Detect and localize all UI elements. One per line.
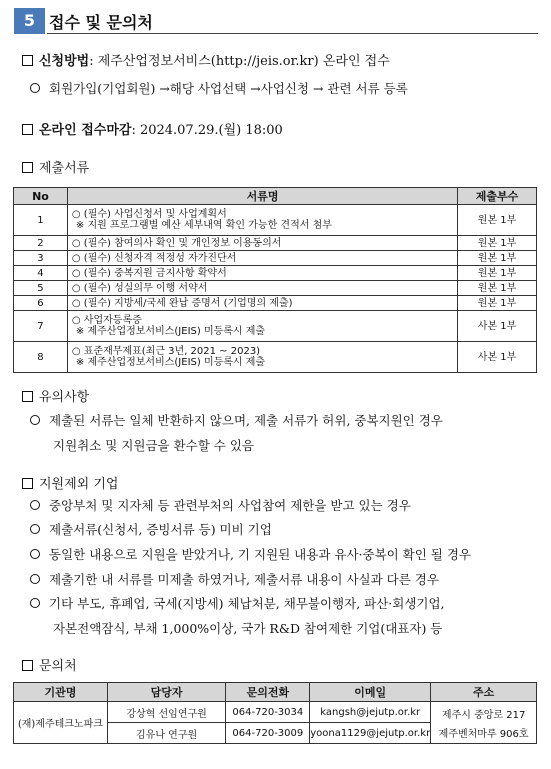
person-email[interactable]: kangsh@jejutp.or.kr [310, 702, 431, 723]
table-row [14, 702, 537, 723]
doc-copies: 사본 1부 [458, 342, 537, 373]
table-row [14, 311, 537, 342]
circle-bullet-icon [30, 549, 40, 559]
exclusion-item: 중앙부처 및 지자체 등 관련부처의 사업참여 제한을 받고 있는 경우 [30, 496, 411, 514]
section-header [14, 8, 538, 34]
doc-no: 3 [14, 251, 68, 266]
doc-no: 4 [14, 266, 68, 281]
person-name: 강상혁 선임연구원 [107, 702, 226, 723]
exclusions-heading-text: 지원제외 기업 [39, 477, 119, 492]
table-row [14, 342, 537, 373]
checkbox-square-icon [22, 660, 33, 671]
contact-heading [22, 655, 77, 674]
circle-bullet-icon [30, 574, 40, 584]
doc-copies: 원본 1부 [458, 205, 537, 236]
doc-no: 5 [14, 281, 68, 296]
person-phone: 064-720-3034 [226, 702, 310, 723]
doc-no: 1 [14, 205, 68, 236]
doc-name-line-2: ※ 제주산업정보서비스(JEIS) 미등록시 제출 [75, 357, 266, 368]
doc-name [67, 266, 457, 281]
doc-copies: 원본 1부 [458, 251, 537, 266]
col-copies: 제출부수 [458, 188, 537, 205]
doc-no: 2 [14, 236, 68, 251]
doc-name-line-1: ○ 표준재무제표(최근 3년, 2021 ~ 2023) [71, 346, 261, 357]
documents-heading-text: 제출서류 [39, 161, 90, 176]
doc-copies: 원본 1부 [458, 296, 537, 311]
circle-bullet-icon [30, 83, 40, 93]
checkbox-square-icon [22, 391, 33, 402]
section-underline [47, 33, 538, 34]
address-line-2: 제주벤처마루 906호 [438, 728, 529, 740]
exclusion-item: 제출서류(신청서, 증빙서류 등) 미비 기업 [30, 520, 272, 538]
address-line-1: 제주시 중앙로 217 [441, 709, 526, 721]
person-phone: 064-720-3009 [226, 723, 310, 744]
col-person: 담당자 [107, 683, 226, 702]
doc-copies: 원본 1부 [458, 236, 537, 251]
circle-bullet-icon [30, 598, 40, 608]
org-name: (재)제주테크노파크 [14, 702, 108, 744]
notes-heading-text: 유의사항 [39, 390, 90, 405]
exclusion-item: 제출기한 내 서류를 미제출 하였거나, 제출서류 내용이 사실과 다른 경우 [30, 570, 439, 588]
address [431, 702, 537, 744]
apply-steps [30, 79, 408, 97]
exclusions-heading [22, 473, 118, 492]
exclusion-item: 기타 부도, 휴폐업, 국세(지방세) 체납처분, 채무불이행자, 파산·회생기업, [30, 594, 445, 612]
exclusion-item: 동일한 내용으로 지원을 받았거나, 기 지원된 내용과 유사·중복이 확인 될 경우 [30, 545, 471, 563]
table-row [14, 205, 537, 236]
doc-name-line-1: ○ (필수) 참여의사 확인 및 개인정보 이용동의서 [71, 237, 282, 249]
apply-steps-text: 회원가입(기업회원) →해당 사업선택 →사업신청 → 관련 서류 등록 [49, 81, 408, 96]
deadline-text: : 2024.07.29.(월) 18:00 [131, 123, 283, 138]
section-number: 5 [14, 8, 45, 34]
circle-bullet-icon [30, 415, 40, 425]
col-org: 기관명 [14, 683, 108, 702]
doc-name-line-1: ○ 사업자등록증 [71, 315, 142, 326]
contact-heading-text: 문의처 [39, 659, 77, 674]
exclusion-continuation: 자본전액잠식, 부채 1,000%이상, 국가 R&D 참여제한 기업(대표자) 등 [53, 621, 443, 636]
section-title: 접수 및 문의처 [49, 13, 153, 32]
doc-name-line-1: ○ (필수) 중복지원 금지사항 확약서 [71, 267, 227, 279]
notes-line-2: 지원취소 및 지원금을 환수할 수 있음 [53, 438, 254, 453]
table-row [14, 296, 537, 311]
doc-name [67, 251, 457, 266]
documents-table [13, 187, 537, 373]
table-row [14, 281, 537, 296]
table-header-row [14, 683, 537, 702]
checkbox-square-icon [22, 478, 33, 489]
doc-copies: 원본 1부 [458, 281, 537, 296]
notes-heading [22, 386, 89, 405]
notes-line-1 [30, 411, 443, 429]
col-address: 주소 [431, 683, 537, 702]
deadline [22, 119, 283, 138]
doc-copies: 사본 1부 [458, 311, 537, 342]
doc-name-line-1: ○ (필수) 성실의무 이행 서약서 [71, 282, 208, 294]
doc-no: 7 [14, 311, 68, 342]
checkbox-square-icon [22, 55, 33, 66]
apply-method [22, 50, 390, 69]
apply-method-text: : 제주산업정보서비스(http://jeis.or.kr) 온라인 접수 [89, 54, 390, 69]
person-email[interactable]: yoona1129@jejutp.or.kr [310, 723, 431, 744]
doc-name [67, 311, 457, 342]
doc-no: 8 [14, 342, 68, 373]
documents-heading [22, 157, 89, 176]
table-header-row [14, 188, 537, 205]
apply-method-label: 신청방법 [39, 54, 90, 69]
doc-name-line-2: ※ 지원 프로그램별 예산 세부내역 확인 가능한 견적서 첨부 [75, 220, 332, 231]
circle-bullet-icon [30, 500, 40, 510]
checkbox-square-icon [22, 162, 33, 173]
doc-name-line-1: ○ (필수) 사업신청서 및 사업계획서 [71, 209, 227, 220]
col-email: 이메일 [310, 683, 431, 702]
table-row [14, 266, 537, 281]
doc-name [67, 205, 457, 236]
doc-name [67, 281, 457, 296]
table-row [14, 251, 537, 266]
notes-text-1: 제출된 서류는 일체 반환하지 않으며, 제출 서류가 허위, 중복지원인 경우 [49, 413, 443, 428]
circle-bullet-icon [30, 524, 40, 534]
table-row [14, 236, 537, 251]
contact-table [13, 682, 537, 744]
doc-name-line-2: ※ 제주산업정보서비스(JEIS) 미등록시 제출 [75, 326, 266, 337]
col-doc-name: 서류명 [67, 188, 457, 205]
doc-name [67, 342, 457, 373]
person-name: 김유나 연구원 [107, 723, 226, 744]
doc-name-line-1: ○ (필수) 신청자격 적정성 자가진단서 [71, 252, 237, 264]
doc-name [67, 236, 457, 251]
deadline-label: 온라인 접수마감 [39, 123, 132, 138]
doc-name [67, 296, 457, 311]
doc-name-line-1: ○ (필수) 지방세/국세 완납 증명서 (기업명의 제출) [71, 297, 293, 309]
doc-no: 6 [14, 296, 68, 311]
col-no: No [14, 188, 68, 205]
doc-copies: 원본 1부 [458, 266, 537, 281]
col-phone: 문의전화 [226, 683, 310, 702]
checkbox-square-icon [22, 124, 33, 135]
